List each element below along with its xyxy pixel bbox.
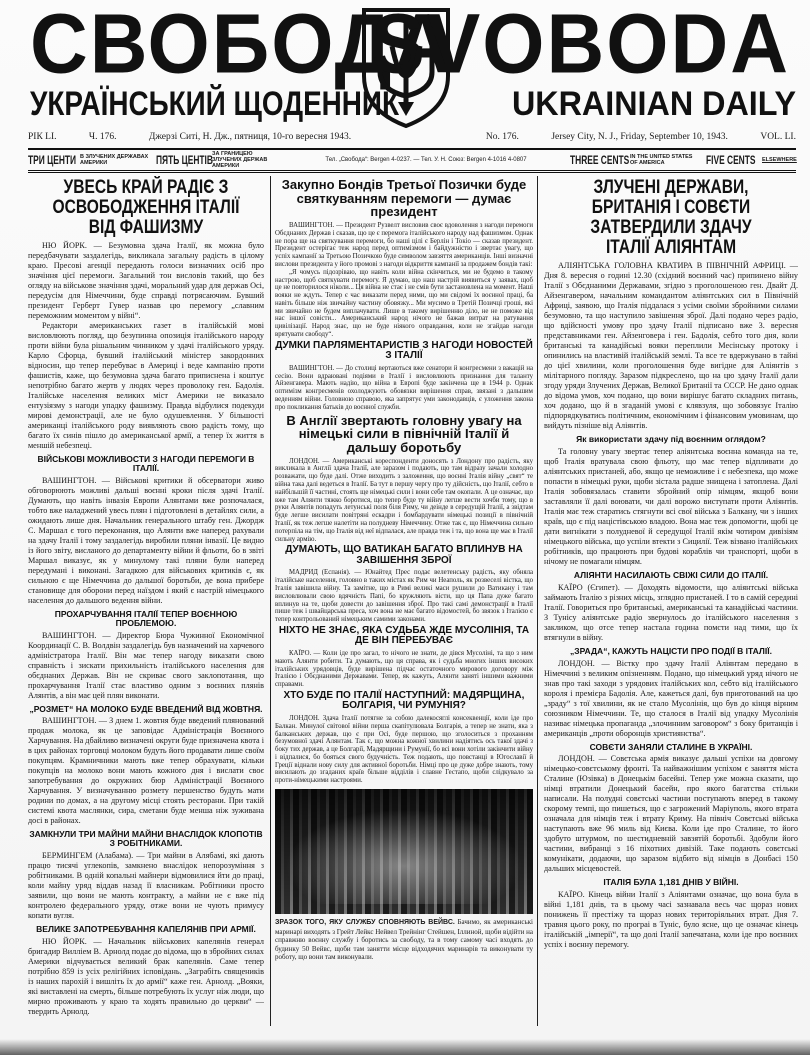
article-paragraph: ВАШИНГТОН. — Військові критики й обсерватори живо обговорюють можливі дальші воєнні кроки після здачі Італії. Думають, що навіть інвазія Европи Алянтами вже розпочалася, тобто вже наладжений увесь плян і підготовлені в детайлях сили, а ожидають лише дня. Начальник генерального штабу ген. Джордж С. Маршал є того переконання, що Алянти вже наперед рахували на здачу Італії і тому заздалегідь виробили пляни інвазії. Це видно із його звіту, висланого до департаменту війни й фльоти, бо в звіті Маршал виказує, як у минулому такі пляни були наперед передумані і виконані. Загадкою для військових критиків є, як сильною є ще Німеччина до дальшої боротьби, де вона прибере становище для оборони перед наїздом і який є настрій німецького населення до дальшого ведення війни. xyxy=(28,475,264,605)
phone-numbers: Тел. „Свобода“: Bergen 4-0237. — Тел. У. Н. Союз: Bergen 4-1016 4-0807 xyxy=(325,157,527,163)
issue-ua: Ч. 176. xyxy=(88,132,117,142)
article-paragraph: ВАШИНГТОН. — Президент Рузвелт висловив своє вдоволення з нагоди перемоги Обєднаних Держав і сказав, що це є перемога італійського народу над фашизмом. Однак не пора ще на святкування перемоги, бо наші цілі є Берлін і Токіо — сказав президент. Президент остерігає теж народ перед оптимізмом і байдужністю і звертає увагу, що успіх кампанії за Третьою Позичкою буде символом завзяття американців. Інші визначні вислови президента у його промові з нагоди відкриття кампанії за продажем бондів такі: xyxy=(275,221,533,268)
article-headline: ДУМКИ ПАРЛЯМЕНТАРИСТІВ З НАГОДИ НОВОСТЕЙ З ІТАЛІЇ xyxy=(275,339,533,362)
article xyxy=(28,830,264,921)
article-headline: ДУМАЮТЬ, ЩО ВАТИКАН БАГАТО ВПЛИНУВ НА ЗАВІШЕННЯ ЗБРОЇ xyxy=(285,544,523,566)
article-headline: СОВЄТИ ЗАНЯЛИ СТАЛИНЕ В УКРАЇНІ. xyxy=(589,741,753,752)
masthead-subtitle-en: UKRAINIAN DAILY xyxy=(511,85,796,123)
article xyxy=(275,178,533,339)
page-edge-shadow xyxy=(0,1039,810,1055)
article-paragraph: АЛІЯНТСЬКА ГОЛОВНА КВАТИРА В ПІВНІЧНІЙ АФРИЦІ. — Дня 8. вересня о годині 12.30 (східний воєнний час) припинено війну Італії з Обєднаними Державами, згідно з проголошеною ген. Двайт Д. Айзенгавером, начальним командантом аліянтських сил в Північній Африці, заявою, що Італія піддалася з усіми своїми збройними силами безумовно, та що наступило завішення зброї. Далі подано через радіо, що вдійсності умову про здачу Італії підписано вже 3. вересня представниками ген. Айзенговера і ген. Бадолія, себто того дня, коли британські та канадійські вояки переплили Месінську протоку і опинились на властивій італійській землі. Та все те вдержувано в тайні до цієї хвилини, коли проголошення буде вигідне для Аліянтів з мілітарного погляду. Заразом підкреслено, що на цю здачу Італії дали згоду уряди Злучених Держав, Великої Британії та СССР. Не дано однак до відома умов, хоч подано, що вони вирішує багато складних питань, хоч додано, що й в згаданій умові є клявзуля, що зобовязує Італію підпорядкуватись політичним, економічним і фінансовим умовинам, що вийдуть пізніше від Аліянтів. xyxy=(544,260,798,430)
article-headline: ВЕЛИКЕ ЗАПОТРЕБУВАННЯ КАПЕЛЯНІВ ПРИ АРМІЇ. xyxy=(36,924,256,935)
article-headline: ВІЙСЬКОВІ МОЖЛИВОСТИ З НАГОДИ ПЕРЕМОГИ В ІТАЛІЇ. xyxy=(37,453,255,473)
price-three-ua-note: В ЗЛУЧЕНИХ ДЕРЖАВАХ АМЕРИКИ xyxy=(80,154,149,166)
article-paragraph: ЛОНДОН. — Совєтська армія виказує дальші успіхи на довгому німецько-совєтському фронті. Та найважнішим успіхом є заняття міста Сталине (Юзівка) в Донецькім басейні. Тепер уже можна сказати, що німці втратили Донецький басейн, про якого багатства стільки написали. На полудні совєтські частини поступають вперед в такому скорому темпі, що пишеться, що є загрожений Маріуполь, якого втрата означала для німців теж і втрату Криму. На північ Совєтські війська наступають вже 96 миль від Києва. Коли іде про Сталине, то його здобуто штурмом, по шестидневній завзятій боротьбі. Здобули його частини, вибранці з 16 піхотних дивізій. Таке подають совєтські комунікати, додаючи, що заразом відбито від німців в Донбасі 150 дальших місцевостей. xyxy=(544,754,798,874)
article-headline: „ЗРАДА“, КАЖУТЬ НАЦІСТИ ПРО ПОДІЇ В ІТАЛІЇ. xyxy=(570,645,772,656)
price-five-ua-note: ЗА ГРАНИЦЕЮ ЗЛУЧЕНИХ ДЕРЖАВ АМЕРИКИ xyxy=(212,151,268,169)
article-headline: ЗАМКНУЛИ ТРИ МАЙНИ МАЙНИ ВНАСЛІДОК КЛОПОТІВ З РОБІТНИКАМИ. xyxy=(29,829,263,849)
price-five-ua: ПЯТЬ ЦЕНТІВ xyxy=(156,153,213,167)
masthead xyxy=(0,0,810,132)
article-paragraph: ЛОНДОН. — Вістку про здачу Італії Аліянтам передано в Німеччині з великим опізненням. Подано, що німецький уряд нічого не знав про такі заходи з урядових італійських кол, себто від італійського короля і премієра Бадолія. Але, кажеться далі, був приготований на цю „зраду“ з тої хвилини, як не стало Мусолінія, що був до кінця вірним союзником Німеччини. Те, що сталося в Італії від упадку Мусолінія називає німецька пропаганда „злочинним заговором“ з боку британців і американців „проти оборонців християнства“. xyxy=(544,658,798,738)
article xyxy=(28,610,264,701)
article-paragraph: КАЇРО (Єгипет). — Доходять відомости, що аліянтські війська займають Італію з різних місць, зглядно пристаней. І то в самій середині Італії. Говориться про британські, американські та канадійські частини. З Тунісу аліянтське радіо звернулось до італійського населення з закликом, що отсе тепер настала година помсти над тими, що їх втягнули в війну. xyxy=(544,582,798,642)
column-middle xyxy=(270,176,538,1026)
article-paragraph: БЕРМИНГЕМ (Алабама). — Три майни в Алябамі, які дають працю тисячі углекопів, замкнено внаслідок непорозуміння з робітниками. В одній копальні майнери відмовилися йти до праці, коли майну уряд віддав назад її власникам. Робітники просто заявили, що вони не мають контракту, а майни не є вже під контролею федерального уряду, отже вони не чують примусу копати вугля. xyxy=(28,851,264,921)
article-paragraph: „Я чомусь підозріваю, що навіть коли війна скінчиться, ми не будемо в такому настрою, щоб святкувати перемогу. Я думаю, що наш настрій виявиться у заявах, щоб це не повторилося ніколи... Ця війна не стає і не смів бути застановлена на момент. Наші вояки не ждуть. Тепер є час виказати перед ними, що ми свідомі їх воєнної праці, ба навіть більше ніж звичайну частину обовязку... Ми мусимо в Третій Позичці гроші, які ми звичайно не будем виплачувати. Лише в такому вирішенню діло, не не поможе від нас іншої совісти... Американський народ нічого не бажав витрат на ратування цивілізації. Народ знає, що не буде ніякого оправдання, коли не згайдав нагоди врятувати свободу“. xyxy=(275,268,533,339)
article-paragraph: ВАШИНГТОН. — Директор Бюра Чужинної Економічної Координації С. В. Волдвін заздалегідь був назначений на харчевого адміністратора Італії. Він має тепер нагоду виказати свою справність і зискати прихильність італійського населення для обєднаних Держав. Він не скриває свого заклопотання, що прохарчування Італії стає властиво одним з воєнних плянів Алянтів, а він має цей плян виконати. xyxy=(28,630,264,700)
issue-info-line xyxy=(28,132,796,150)
year-ua: РІК LI. xyxy=(28,132,57,142)
masthead-subtitle-ua: УКРАЇНСЬКИЙ ЩОДЕННИК xyxy=(30,85,399,123)
article xyxy=(28,455,264,606)
article-paragraph: КАЇРО. Кінець війни Італії з Аліянтами означає, що вона була в війні 1,181 днів, та в цьому часі зазнавала весь час щораз нових понижень її престіжу та щораз нових територіяльних втрат. Дня 7. травня цього року, по програі в Туніс, було ясне, що це означає кінець італійській „імперії“, та що долі Італії запечатана, коли іде про воєнних успіх і воєнну перемогу. xyxy=(544,890,798,950)
vol-en: VOL. LI. xyxy=(760,132,796,142)
date-en: Jersey City, N. J., Friday, September 10, 1943. xyxy=(551,132,728,142)
article xyxy=(544,571,798,643)
price-three-en-note: IN THE UNITED STATES OF AMERICA xyxy=(630,154,693,166)
price-three-en: THREE CENTS xyxy=(570,153,630,167)
article-paragraph: ВАШИНГТОН. — З днем 1. жовтня буде введений плянований продаж молока, як це заповідає Адміністрація Воєнного Харчування. На дбайливо визначені округи буде призначена квота і в цих районах торговці молоком будуть його продавати лише своїм покупцям. Крамничники мають вже тепер обрахувати, кільки покупців на молоко вони мають кожного дня і вислати своє запотребування до окружних бюр Адміністрації Воєнного Харчування. У визначуванню розмету першенство будуть мати родини по домах, а на другому місці стоять ресторани. При такій системі квота маслянки, сира, сметани буде менша ніж зуживана досі в районах. xyxy=(28,716,264,826)
article xyxy=(28,178,264,451)
column-left xyxy=(28,176,264,1031)
article-headline: В Англії звертають головну увагу на німецькі сили в північній Італії й дальшу боротьбу xyxy=(286,412,522,455)
article-headline: Як використати здачу під воєнним оглядом? xyxy=(576,433,766,444)
article-paragraph: Редактори американських газет в італійській мові висловлюють погляд, що безупинна опозиція італійського народу проти війни була рішальним чинником у здачі італійського уряду. Карло Сфорца, бувший італійський міністер закордонних відносин, що тепер перебуває в Америці і веде кампанію проти фашистів, каже, що безумовна здача багато приписнена і коштує непотрібно багато жертв у людях через проволоку ген. Бадолія. Італійське населення великих міст Америки не виказало ентузіязму з нагоди упадку фашизму. Правда відбулися подекуди мирові демонстрації, але не було одушевлення. У більшості американці італійського роду виявляють свою радість тому, що багато їх синів пішло до американської армії, а тепер їх життя в меншій небезпеці. xyxy=(28,320,264,450)
masthead-title-en: SVOBODA xyxy=(371,0,790,91)
article xyxy=(275,691,533,785)
article xyxy=(275,341,533,412)
article-headline: ІТАЛІЯ БУЛА 1,181 ДНІВ У ВІЙНІ. xyxy=(603,877,739,888)
article xyxy=(544,743,798,875)
article-paragraph: МАДРИД (Еспанія). — Юнайтед Прес подає велетенську радість, яку обняла італійське населення, головно в таких містах як Рим чи Неаполь, як розвеселі вістка, що Італія завішила війну. Та замітне, що в Римі великі маси рушили до Ватикану і там висловлювали свою вдячність Папі, бо кружляють вісти, що ця Папа дуже багато вплинув на те, щоби довести до завішення зброї. Про такі самі демонстрації в Італії пише теж і швайцарська преса, хоч вона не має багато відомостей, бо звязок з Італією є тепер контрольований німецьким самими законами. xyxy=(275,569,533,624)
date-ua: Джерзі Ситі, Н. Дж., пятниця, 10-го вересня 1943. xyxy=(148,132,352,142)
article-paragraph: ВАШИНГТОН. — До столиці вертаються вже сенатори й конгресмени з вакацій на сесію. Вони вдраювані подіями в Італії і висловлюють признання для таланту Айзенгавера. Мають надію, що війна в Европі буде закінчена ще в 1944 р. Однак оптимізм конгресменів охолоджують обовязки вирішення справ, звязані з дальшим веденням війни. Головною справою, яка запрятує уми законодавців, є уложення закона про покликання батьків до воєнної служби. xyxy=(275,364,533,411)
article-paragraph: КАЇРО. — Коли іде про загал, то нічого не знати, де дівся Мусоліні, та що з ним мають Алянти робити. Та думають, що ця справа, як і судьба многих інших високих італійських урядовців, буде вирішена підчас остаточного мирового договору між Італією і Обєднаними Державами. Тепер, як кажуть, Алянти заняті іншими важними справами. xyxy=(275,649,533,689)
photo-caption-title: ЗРАЗОК ТОГО, ЯКУ СЛУЖБУ СПОВНЯЮТЬ ВЕЙВС. xyxy=(275,919,455,927)
news-photo xyxy=(275,789,533,914)
article-headline: ХТО БУДЕ ПО ІТАЛІЇ НАСТУПНИЙ: МАДЯРЩИНА, БОЛГАРІЯ, ЧИ РУМУНІЯ? xyxy=(283,689,525,712)
photo-caption xyxy=(275,918,533,962)
masthead-title-ua: СВОБОДА xyxy=(30,0,454,91)
article-paragraph: Та головну увагу звертає тепер аліянтська воєнна команда на те, щоб Італія вратувала свою фльоту, що має тепер відпливати до аліянтських пристаней, або, якщо це неможливе і є небезпека, що може попасти в німецькі руки, щоби зістала радше знищена і затоплена. Далі Італія зобовязалась ставити збройний опір німцям, якщоб вони заставляли її далі воювати, чи далі ворожо виступати проти Аліянтів. Італія має теж старатись стягнути всі свої війська з Балкану, чи з інших країв, що є під націстівською владою. Вона має теж допомогти, щобі це дати вигнікати з полудневої й середущої Італії якім чотиром дивізіям німецького війська, що успіли втекти з Сицилії. Теж візвано італійських робітників, що працюють при будові кораблів чи транспорті, щоби в нічому не помагали німцям. xyxy=(544,446,798,566)
article xyxy=(544,178,798,431)
article xyxy=(28,925,264,1017)
article xyxy=(275,626,533,689)
price-line xyxy=(28,150,796,173)
article-headline: АЛІЯНТИ НАСИЛАЮТЬ СВІЖІ СИЛИ ДО ІТАЛІЇ. xyxy=(573,569,769,580)
price-three-ua: ТРИ ЦЕНТИ xyxy=(28,153,77,167)
article xyxy=(544,878,798,950)
article xyxy=(28,705,264,827)
article xyxy=(275,545,533,624)
article-paragraph: ЛОНДОН. Здача Італії потягне за собою далекосяглі консеквенції, коли іде про Балкан. Минулої світової війни перша скапітулювала Болгарія, а тепер не знати, яка з балканських держав, що є при Осі, буде першою, що зголоситься з проханням безумовної здачі Алянтам. Так є, що можна кожної хвилини надіятись ось такої здачі з боку тих держав, а це Болгарії, Мадярщини і Румунії, бо всі вони хотіли закінчити війну і відпалися, бо бояться свого будучність. Теж подають, що повстанці в Югославії й Греції віднали нову силу для активної боротьби. Німці про це дуже добре знають, тому висилають до згаданих країв більше відділів і славне Гестапо, щоби слідкувало за проти-німецькими настроями. xyxy=(275,714,533,785)
article xyxy=(544,647,798,739)
article-headline: ПРОХАРЧУВАННЯ ІТАЛІЇ ТЕПЕР ВОЄННОЮ ПРОБЛЕМОЮ. xyxy=(54,608,238,628)
article-paragraph: ЛОНДОН. — Американські кореспонденти доносять з Лондону про радість, яку викликала в Англії здача Італії, але заразом і подають, що там відразу зачали холодно розважати, що буде далі. Отже виходить з заложення, що воєнні Італія війну „свят“ те війна така далі ведеться в Італії. Ба тут в першу чергу про ту дійсність, що Італії, себто в найбільшій її частині, стоять ще німецькі сили і вони себе там окопали. А це означає, що вже там Алянти тяжко боротися, що тепер буде ту війну легше вести хочби тому, що в руки Алянтів попадуть летунські поля біля Риму, чи деінде в середущій Італії, а звідтам буде легше висилати повітряні ескадри і бомбардувати німецькі позиції в північній Італії, як теж легше налетіти на полудневу Німеччину. Отже так є, що Німеччина сильно потерпіла на тім, що Італія від неї відпалася, але правда теж і та, що вона ще має в Італії сильну армію. xyxy=(275,457,534,543)
article xyxy=(544,435,798,567)
issue-en: No. 176. xyxy=(485,132,519,142)
article-headline: „РОЗМЕТ“ НА МОЛОКО БУДЕ ВВЕДЕНИЙ ВІД ЖОВТНЯ. xyxy=(29,703,263,714)
article-paragraph: НЮ ЙОРК. — Начальник військових капелянів генерал бригадир Вилліем В. Арнолд подає до відома, що в збройних силах Америки відчувається великий брак капелянів. Саме тепер потрібно 859 із усіх релігійних ісповідань. „Заграбіть священиків із наших парохій і вишліть їх до армії“ каже ген. Арнолд. „Вояки, які виставлені на смерть, більше потребують їх услуг ніж люди, що мирно проживають у краю та ходять правильно до церкви“ — твердить Арнолд. xyxy=(28,937,264,1017)
article-paragraph: НЮ ЙОРК. — Безумовна здача Італії, як можна було передбачувати заздалегідь, викликала загальну радість в цілому краю. Пресові агенції передають голоси визначних осіб про значіння цієї перемоги. Загальний тон висловів такий, що без огляду на військове значіння здачі, моральний удар для держав Осі, передусім для Німеччини, буде справді потрясаючим. Бувший президент Герберт Гувер назвав цю перемогу „славним переможним моментом у війні“. xyxy=(28,240,264,320)
price-five-en: FIVE CENTS xyxy=(706,153,756,167)
article xyxy=(275,414,533,544)
price-five-en-note: ELSEWHERE xyxy=(762,157,797,163)
article-headline: НІХТО НЕ ЗНАЄ, ЯКА СУДЬБА ЖДЕ МУСОЛІНІЯ, ТА ДЕ ВІН ПЕРЕБУВАЄ xyxy=(278,624,530,647)
column-right xyxy=(544,176,798,1031)
article-headline: Закупно Бондів Третьої Позички буде святкуванням перемоги — думає президент xyxy=(281,177,527,220)
article-headline: ЗЛУЧЕНІ ДЕРЖАВИ, БРИТАНІЯ І СОВЄТИ ЗАТВЕРДИЛИ ЗДАЧУ ІТАЛІЇ АЛІЯНТАМ xyxy=(590,177,752,258)
article-headline: УВЕСЬ КРАЙ РАДІЄ З ОСВОБОДЖЕННЯ ІТАЛІЇ ВІД ФАШИЗМУ xyxy=(52,177,240,238)
photo-caption-text: Бачимо, як американські маринарі виходять з Грейт Лейкс Нейвел Трейнінг Стейшен, Іллиной, щоби відійти на справжню воєнну службу і боротись за свободу, та в тому самому часі входять до будинку 50 Вейвс, щоби там занятти місце відходячих маринарів та виконувати ту роботу, що вони там виконували. xyxy=(275,918,533,962)
